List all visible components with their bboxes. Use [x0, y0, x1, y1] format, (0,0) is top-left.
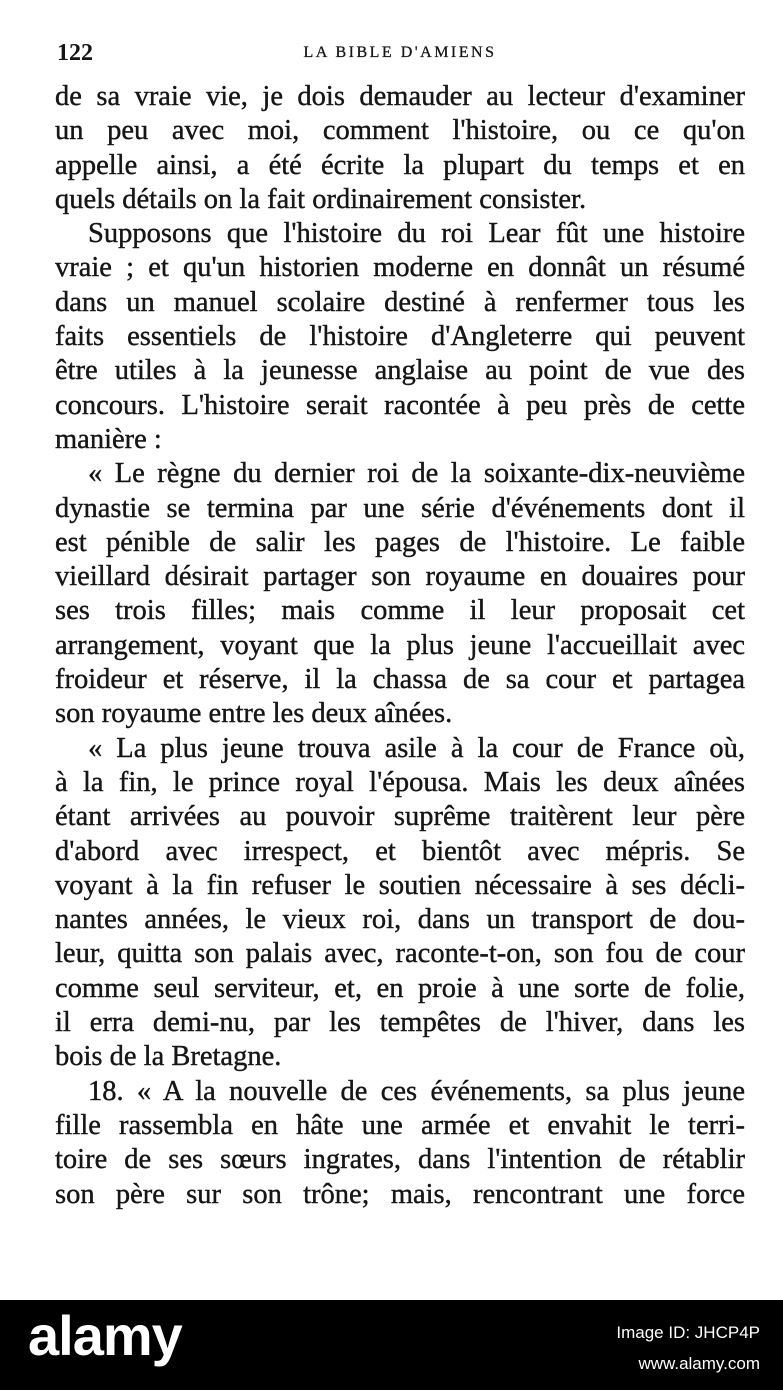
page-header: [55, 40, 745, 66]
text-line: arrangement, voyant que la plus jeune l'accueillait avec: [55, 629, 745, 661]
paragraph: [55, 457, 745, 731]
text-line: bois de la Bretagne.: [55, 1041, 282, 1073]
text-line: voyant à la fin refuser le soutien nécessaire à ses décli-: [55, 869, 745, 901]
text-line: froideur et réserve, il la chassa de sa cour et partagea: [55, 664, 745, 696]
text-line: toire de ses sœurs ingrates, dans l'intention de rétablir: [55, 1144, 745, 1176]
paragraph: [55, 1075, 745, 1212]
text-line: 18. « A la nouvelle de ces événements, sa plus jeune: [88, 1075, 745, 1107]
alamy-logo: alamy: [28, 1304, 182, 1367]
text-line: leur, quitta son palais avec, raconte-t-on, son fou de cour: [55, 938, 745, 970]
text-line: concours. L'histoire serait racontée à peu près de cette: [55, 389, 745, 421]
text-line: manière :: [55, 423, 162, 455]
site-url-label: www.alamy.com: [638, 1354, 760, 1373]
text-line: dans un manuel scolaire destiné à renfermer tous les: [55, 286, 745, 318]
text-line: fille rassembla en hâte une armée et envahit le terri-: [55, 1109, 745, 1141]
text-line: faits essentiels de l'histoire d'Angleterre qui peuvent: [55, 321, 745, 353]
paragraph: [55, 80, 745, 217]
text-line: d'abord avec irrespect, et bientôt avec mépris. Se: [55, 835, 745, 867]
text-line: Supposons que l'histoire du roi Lear fût une histoire: [88, 218, 745, 250]
body-text: [55, 80, 745, 1212]
text-line: être utiles à la jeunesse anglaise au point de vue des: [55, 355, 745, 387]
watermark-banner: [0, 1300, 783, 1390]
text-line: appelle ainsi, a été écrite la plupart du temps et en: [55, 149, 745, 181]
text-line: son père sur son trône; mais, rencontrant une force: [55, 1178, 745, 1210]
text-line: étant arrivées au pouvoir suprême traitèrent leur père: [55, 801, 745, 833]
text-line: à la fin, le prince royal l'épousa. Mais les deux aînées: [55, 766, 745, 798]
text-line: « La plus jeune trouva asile à la cour de France où,: [88, 732, 745, 764]
text-line: vraie ; et qu'un historien moderne en donnât un résumé: [55, 252, 745, 284]
text-line: comme seul serviteur, et, en proie à une sorte de folie,: [55, 972, 745, 1004]
text-line: son royaume entre les deux aînées.: [55, 698, 453, 730]
text-line: il erra demi-nu, par les tempêtes de l'hiver, dans les: [55, 1007, 745, 1039]
text-line: dynastie se termina par une série d'événements dont il: [55, 492, 745, 524]
text-line: est pénible de salir les pages de l'histoire. Le faible: [55, 526, 745, 558]
text-line: quels détails on la fait ordinairement consister.: [55, 183, 587, 215]
text-line: vieillard désirait partager son royaume en douaires pour: [55, 561, 745, 593]
image-id-label: Image ID: JHCP4P: [616, 1323, 760, 1342]
running-title: LA BIBLE D'AMIENS: [303, 44, 497, 61]
page-number: 122: [57, 40, 93, 66]
text-line: un peu avec moi, comment l'histoire, ou ce qu'on: [55, 115, 745, 147]
text-line: ses trois filles; mais comme il leur proposait cet: [55, 595, 745, 627]
text-line: de sa vraie vie, je dois demauder au lecteur d'examiner: [55, 81, 745, 112]
text-line: nantes années, le vieux roi, dans un transport de dou-: [55, 904, 745, 936]
paragraph: [55, 732, 745, 1075]
paragraph: [55, 217, 745, 457]
text-line: « Le règne du dernier roi de la soixante-dix-neuvième: [88, 458, 745, 490]
